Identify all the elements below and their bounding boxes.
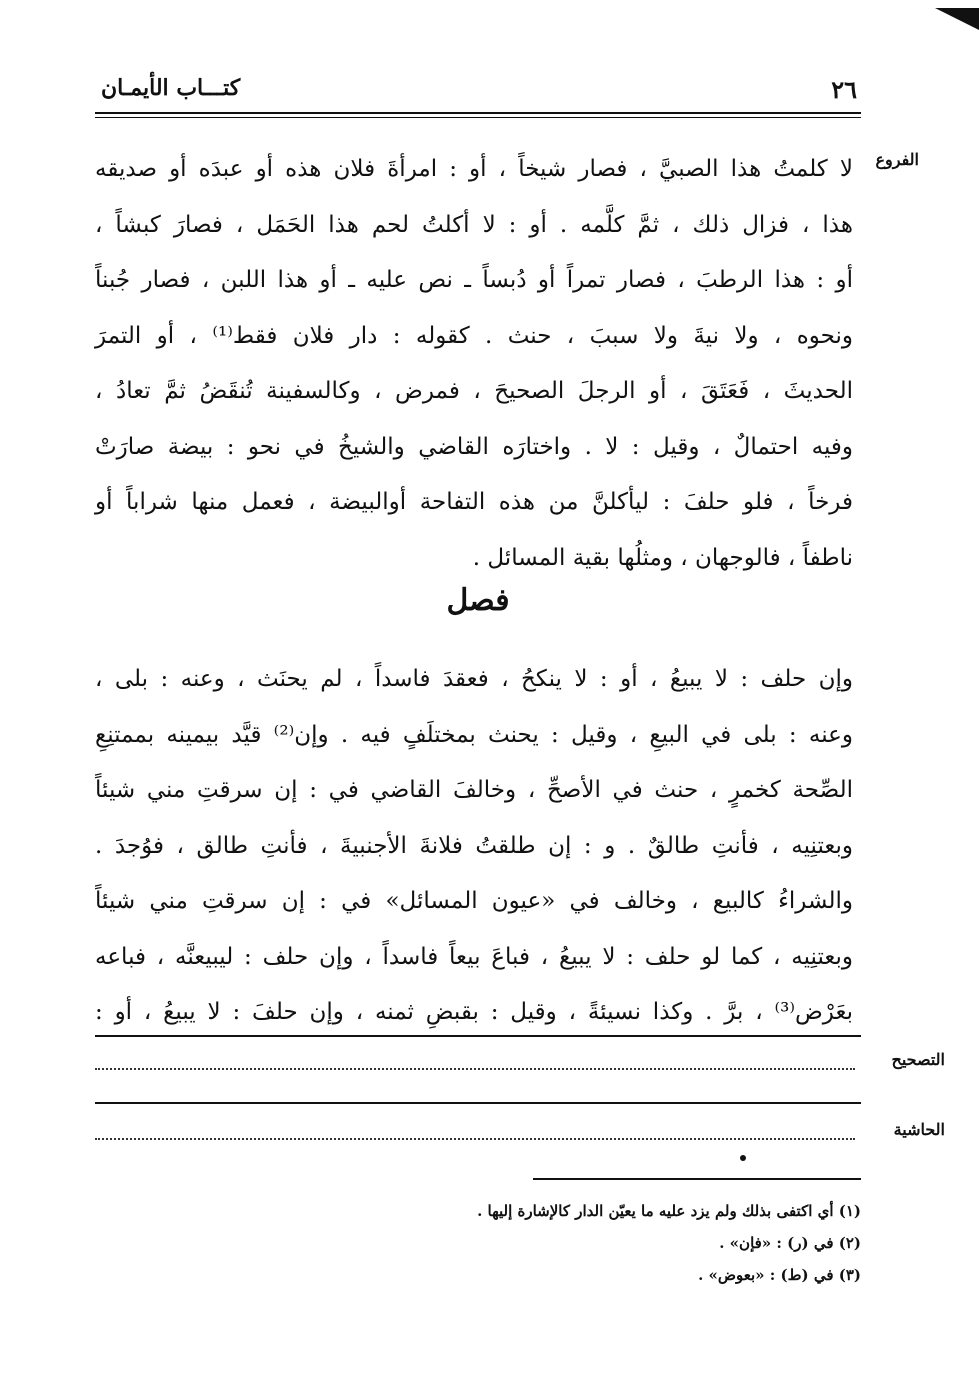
text-line: ناطفاً ، فالوجهان ، ومثلُها بقية المسائل . xyxy=(472,544,853,571)
corrections-label: التصحيح xyxy=(891,1050,945,1069)
footnote-rule xyxy=(533,1178,861,1180)
text-line: أو : هذا الرطبَ ، فصار تمراً أو دُبساً ـ نص عليه ـ أو هذا اللبن ، فصار جُبناً xyxy=(95,267,853,293)
text-line: الصِّحة كخمرٍ ، حنث في الأصحِّ ، وخالفَ القاضي في : إن سرقتِ مني شيئاً xyxy=(95,777,853,803)
header-rule xyxy=(95,112,861,114)
marginalia-label: الحاشية xyxy=(893,1120,945,1139)
dot-mark xyxy=(740,1155,746,1161)
page-number: ٢٦ xyxy=(831,75,857,104)
text-line: وفيه احتمالٌ ، وقيل : لا . واختارَه القاضي والشيخُ في نحو : بيضة صارَتْ xyxy=(95,433,853,460)
footnote-1: (١) أي اكتفى بذلك ولم يزد عليه ما يعيّن الدار كالإشارة إليها . xyxy=(477,1202,861,1220)
footnote-3: (٣) في (ط) : «بعوض» . xyxy=(698,1266,861,1284)
page-header xyxy=(95,75,861,109)
dotted-line xyxy=(95,1138,855,1140)
text-line: هذا ، فزال ذلك ، ثمَّ كلَّمه . أو : لا أكلتُ لحم هذا الحَمَل ، فصارَ كبشاً ، xyxy=(95,211,853,238)
text-line: بعَرْض⁽³⁾ ، برَّ . وكذا نسيئةً ، وقيل : بقبضِ ثمنه ، وإن حلفَ : لا يبيعُ ، أو : xyxy=(95,999,853,1025)
body-end-rule xyxy=(95,1035,861,1037)
margin-label-furu: الفروع xyxy=(875,150,919,169)
text-line: ونحوه ، ولا نيةَ ولا سببَ ، حنث . كقوله : دار فلان فقط⁽¹⁾ ، أو التمرَ xyxy=(95,322,854,349)
marginalia-row xyxy=(95,1120,945,1150)
text-line: فرخاً ، فلو حلفَ : ليأكلنَّ من هذه التفاحة أوالبيضة ، فعمل منها شراباً أو xyxy=(95,489,853,515)
text-line: وبعتنِيه ، فأنتِ طالقٌ . و : إن طلقتُ فلانةَ الأجنبيةَ ، فأنتِ طالق ، فوُجدَ . xyxy=(95,832,853,859)
text-line: وإن حلف : لا يبيعُ ، أو : لا ينكحُ ، فعقدَ فاسداً ، لم يحنَث ، وعنه : بلى ، xyxy=(95,666,853,692)
text-line: والشراءُ كالبيع ، وخالف في «عيون المسائل» في : إن سرقتِ مني شيئاً xyxy=(95,888,853,914)
footnotes xyxy=(161,1195,861,1291)
text-line: وبعتنِيه ، كما لو حلف : لا يبيعُ ، فباعَ بيعاً فاسداً ، وإن حلف : ليبيعنَّه ، فباعه xyxy=(95,943,853,970)
text-line: وعنه : بلى في البيعِ ، وقيل : يحنث بمختلَفٍ فيه . وإن⁽²⁾ قيَّد بيمينه بممتنِعِ xyxy=(95,721,853,748)
running-title: كتـــاب الأيمـان xyxy=(101,75,241,101)
section-heading: فصل xyxy=(446,583,510,618)
dotted-line xyxy=(95,1068,855,1070)
text-line: الحديثَ ، فَعَتَقَ ، أو الرجلَ الصحيحَ ، فمرض ، وكالسفينة تُنقَضُ ثمَّ تعادُ ، xyxy=(95,378,853,404)
paragraph-block-2 xyxy=(95,652,853,1041)
corrections-row xyxy=(95,1050,945,1080)
paragraph-block-1 xyxy=(95,142,853,586)
text-line: لا كلمتُ هذا الصبيَّ ، فصار شيخاً ، أو : امرأةَ فلان هذه أو عبدَه أو صديقه xyxy=(95,156,853,182)
footnote-2: (٢) في (ر) : «فإن» . xyxy=(719,1234,861,1252)
corner-mark xyxy=(935,8,979,30)
header-rule-thin xyxy=(95,117,861,118)
form-rule xyxy=(95,1102,861,1104)
